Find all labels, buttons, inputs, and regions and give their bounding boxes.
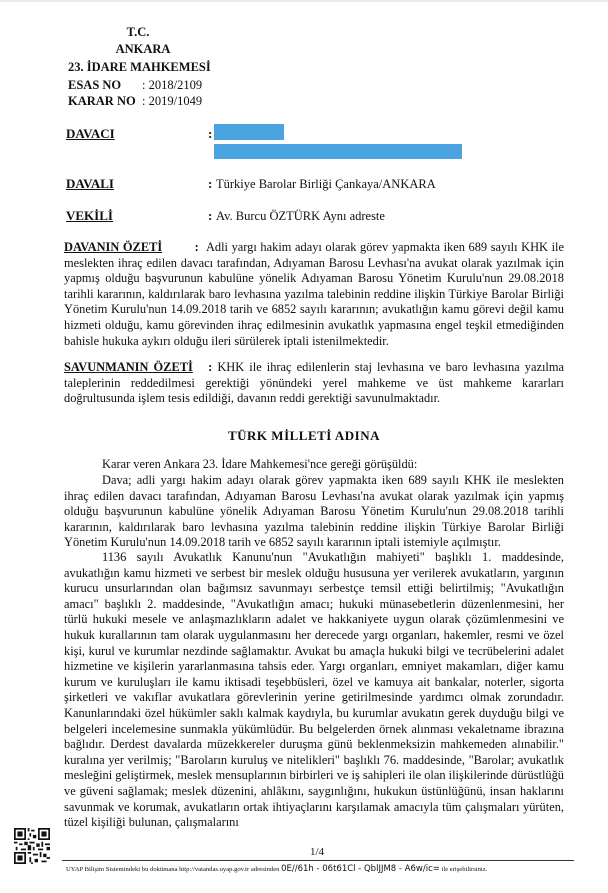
scan-top-edge (0, 0, 608, 2)
davanin-ozeti-label: DAVANIN ÖZETİ (64, 240, 163, 254)
header-city: ANKARA (115, 42, 171, 56)
page-number: 1/4 (310, 846, 325, 858)
redacted-plaintiff-name (214, 124, 284, 140)
savunmanin-ozeti-label: SAVUNMANIN ÖZETİ (64, 360, 193, 374)
davali-label: DAVALI (66, 176, 114, 191)
body-paragraph-3: 1136 sayılı Avukatlık Kanunu'nun "Avukatlığın mahiyeti" başlıklı 1. maddesinde, avukatlığın kamu hizmeti ve serbest bir meslek olduğu hususuna yer verilerek avukatların, yargının kurucu unsurlarından olan bağımsız savunmayı serbestçe temsil ettiği belirtilmiş; "Avukatlığın amacı" başlıklı 2. maddesinde, "Avukatlığın amacı; hukuki münasebetlerin düzenlenmesini, her türlü hukuki mesele ve anlaşmazlıkların adalet ve hakkaniyete uygun olarak çözümlenmesini ve hukuk kurallarının tam olarak uygulanmasını her derecede yargı organları, hakemler, resmi ve özel kişi, kurul ve kurumlar nezdinde sağlamaktır. Avukat bu amaçla hukuki bilgi ve tecrübelerini adalet hizmetine ve kişilerin yararlanmasına tahsis eder. Yargı organları, emniyet makamları, diğer kamu kurum ve kuruluşları ile kamu iktisadi teşebbüsleri, özel ve kamuya ait bankalar, noterler, sigorta şirketleri ve vakıflar avukatlara görevlerinin yerine getirilmesinde yardımcı olmak zorundadır. Kanunlarındaki özel hükümler saklı kalmak kaydıyla, bu kurumlar avukatın gerek duyduğu bilgi ve belgeleri incelemesine sunmakla yükümlüdür. Bu belgelerden örnek alınması vekaletname ibrazına bağlıdır. Derdest davalarda müzekkereler duruşma günü beklenmeksizin mahkemeden alınabilir." kuralına yer verilmiş; "Baroların kuruluş ve nitelikleri" başlıklı 76. maddesinde, "Barolar; avukatlık mesleğini geliştirmek, meslek mensuplarının birbirleri ve iş sahipleri ile olan ilişkilerinde dürüstlüğü ve güveni sağlamak; meslek düzenini, ahlâkını, saygınlığını, hukukun üstünlüğünü, insan haklarını savunmak ve korumak, avukatların ortak ihtiyaçlarını karşılamak amacıyla tüm çalışmaları yürüten, tüzel kişiliği bulunan, çalışmalarını (64, 550, 564, 830)
savunmanin-ozeti-section: SAVUNMANIN ÖZETİ : KHK ile ihraç edilenlerin staj levhasına ve baro levhasına yazılma taleplerinin reddedilmesi gerektiği yönündeki yerel mahkeme ve üst mahkeme kararları doğrultusunda işlem tesis edildiği, davanın reddi gerektiği savunulmaktadır. (64, 360, 564, 406)
vekili-colon: : (208, 208, 213, 223)
body-paragraph-1: Karar veren Ankara 23. İdare Mahkemesi'nce gereği görüşüldü: (102, 457, 418, 471)
davanin-ozeti-text: Adli yargı hakim adayı olarak görev yapmakta iken 689 sayılı KHK ile meslekten ihraç edilen davacı tarafından, Adıyaman Barosu Levhası'na avukat olarak yazılmak için yapmış olduğu başvurunun kabulüne yönelik Adıyaman Barosu Yönetim Kurulu'nun 29.08.2018 tarihli kararının, kaldırılarak baro levhasına yazılma talebinin reddine ilişkin Türkiye Barolar Birliği Yönetim Kurulu'nun 14.09.2018 tarih ve 6852 sayılı kararının; avukatlığın kamu görevi değil kamu hizmeti olduğu, kamu görevinden ihraç edilmesinin avukatlık yapmasına engel teşkil etmediğinden bahisle hukuka aykırı olduğu ileri sürülerek iptali istenilmektedir. (64, 240, 564, 348)
footer-divider (62, 860, 574, 861)
karar-value: : 2019/1049 (142, 94, 203, 108)
qr-code-icon (14, 828, 50, 864)
vekili-value: Av. Burcu ÖZTÜRK Aynı adreste (216, 209, 385, 223)
davaci-label: DAVACI (66, 126, 115, 141)
header-tc: T.C. (126, 25, 150, 39)
verification-code: 0E//61h - 06t61Cl - QblJJM8 - A6w/ic= (281, 864, 440, 874)
davali-colon: : (208, 176, 213, 191)
davaci-colon: : (208, 126, 213, 141)
savunmanin-ozeti-text: KHK ile ihraç edilenlerin staj levhasına ve baro levhasına yazılma taleplerinin reddedilmesi gerektiği yönündeki yerel mahkeme ve üst mahkeme kararları doğrultusunda işlem tesis edildiği, davanın reddi gerektiği savunulmaktadır. (64, 360, 564, 406)
footer-suffix: ile erişebilirsiniz. (441, 866, 488, 873)
footer-verification-text (66, 864, 487, 874)
karar-label: KARAR NO (68, 94, 136, 108)
esas-label: ESAS NO (68, 78, 122, 92)
vekili-label: VEKİLİ (66, 208, 113, 223)
davali-value: Türkiye Barolar Birliği Çankaya/ANKARA (216, 177, 436, 191)
body-paragraph-2: Dava; adli yargı hakim adayı olarak görev yapmakta iken 689 sayılı KHK ile meslekten ihraç edilen davacı tarafından, Adıyaman Barosu Levhası'na avukat olarak yazılmak için yapmış olduğu başvurunun kabulüne yönelik Adıyaman Barosu Yönetim Kurulu'nun 29.08.2018 tarihli kararının, kaldırılarak baro levhasına yazılma talebinin reddine ilişkin Türkiye Barolar Birliği Yönetim Kurulu'nun 14.09.2018 tarih ve 6852 sayılı kararının iptali istemiyle açılmıştır. (64, 473, 564, 550)
footer-prefix: UYAP Bilişim Sistemindeki bu dokümana http://vatandas.uyap.gov.tr adresinden (66, 866, 280, 873)
redacted-plaintiff-address (214, 144, 462, 159)
davanin-ozeti-section: DAVANIN ÖZETİ : Adli yargı hakim adayı olarak görev yapmakta iken 689 sayılı KHK ile meslekten ihraç edilen davacı tarafından, Adıyaman Barosu Levhası'na avukat olarak yazılmak için yapmış olduğu başvurunun kabulüne yönelik Adıyaman Barosu Yönetim Kurulu'nun 29.08.2018 tarihli kararının, kaldırılarak baro levhasına yazılma talebinin reddine ilişkin Türkiye Barolar Birliği Yönetim Kurulu'nun 14.09.2018 tarih ve 6852 sayılı kararının; avukatlığın kamu görevi değil kamu hizmeti olduğu, kamu görevinden ihraç edilmesinin avukatlık yapmasına engel teşkil etmediğinden bahisle hukuka aykırı olduğu ileri sürülerek iptali istenilmektedir. (64, 240, 564, 348)
page-title: TÜRK MİLLETİ ADINA (227, 428, 381, 443)
esas-value: : 2018/2109 (142, 78, 203, 92)
header-court: 23. İDARE MAHKEMESİ (68, 60, 211, 74)
